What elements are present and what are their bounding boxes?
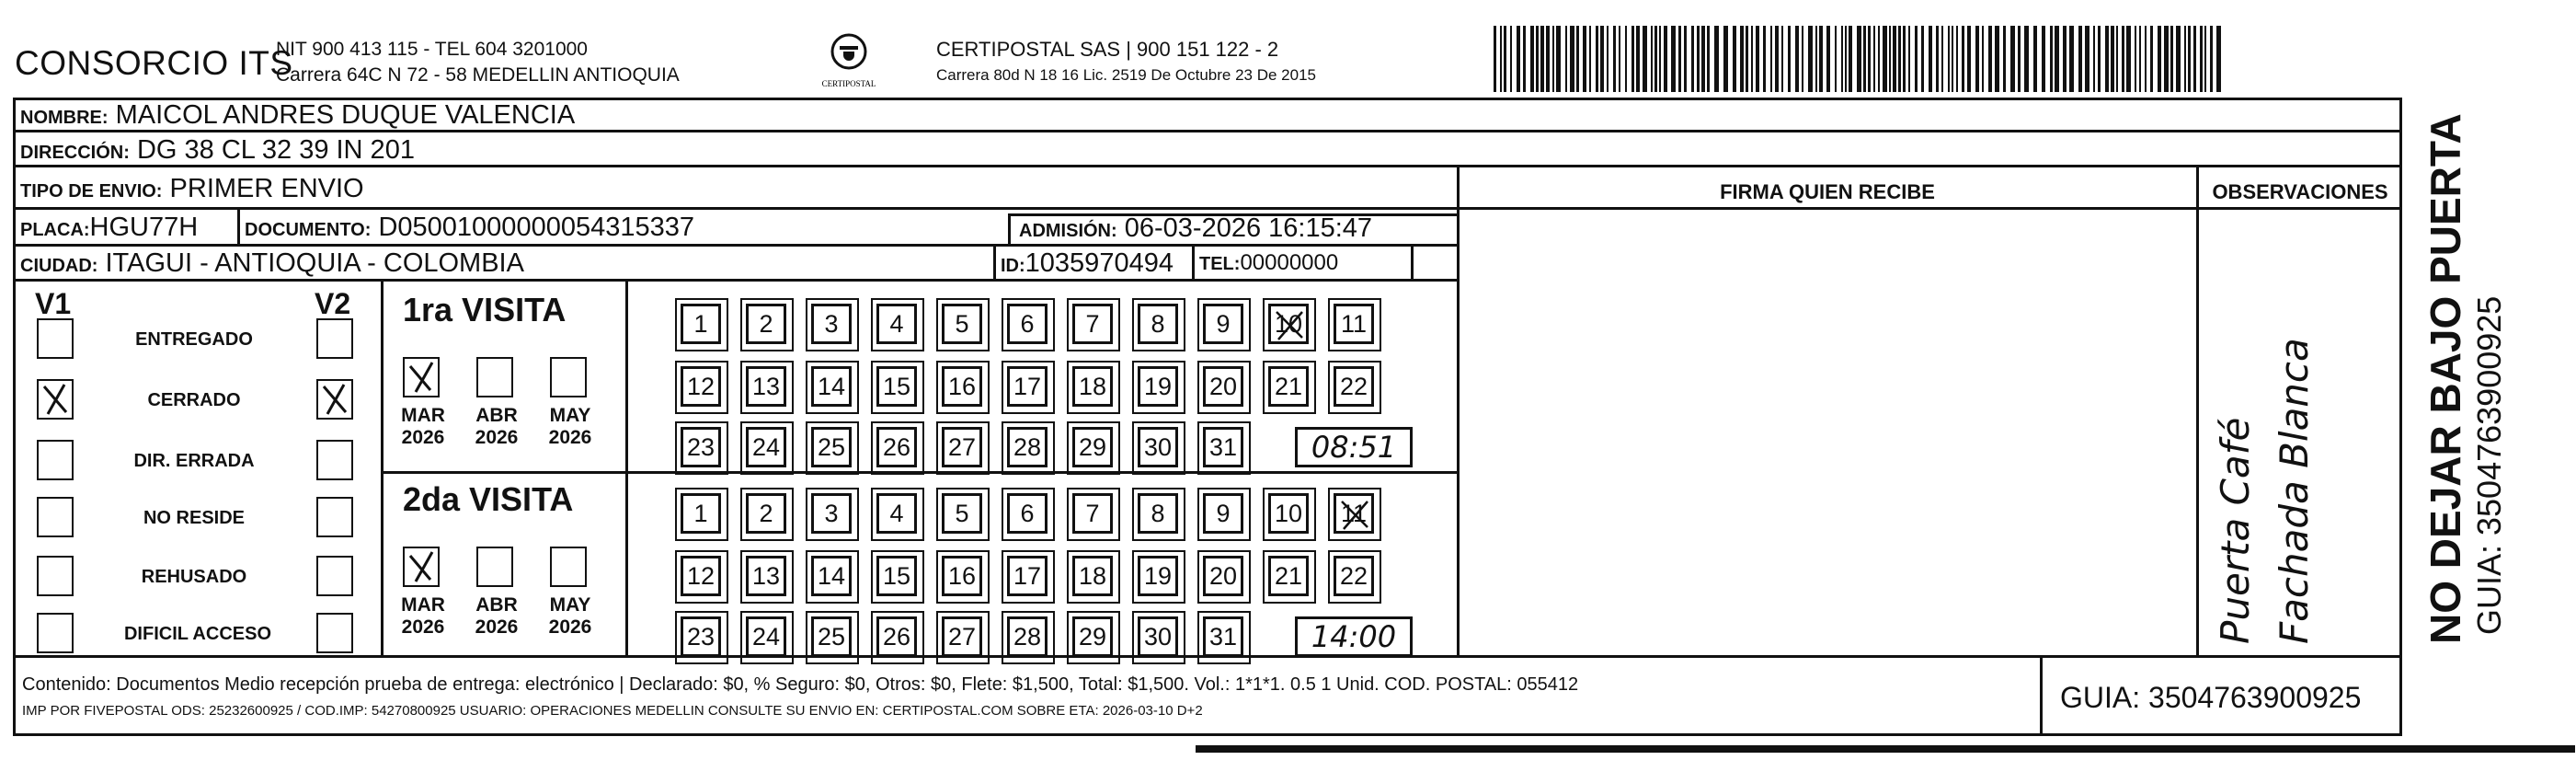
day-box[interactable]: 30 (1138, 427, 1178, 467)
barcode-bar (1540, 26, 1544, 92)
ciudad-label: CIUDAD: (20, 256, 98, 276)
barcode-bar (1664, 26, 1667, 92)
nombre-label: NOMBRE: (20, 108, 109, 128)
direccion-field (20, 135, 415, 166)
month-checkbox[interactable] (550, 357, 587, 397)
bottom-border-stroke (1196, 745, 2575, 753)
barcode-bar (2105, 26, 2109, 92)
barcode-bar (1600, 26, 1604, 92)
day-box[interactable]: 19 (1138, 556, 1178, 596)
barcode-bar (1746, 26, 1748, 92)
day-box[interactable]: 16 (942, 366, 982, 407)
reason-label: ENTREGADO (135, 329, 253, 350)
firma-label: FIRMA QUIEN RECIBE (1720, 180, 1935, 203)
barcode-bar (1707, 26, 1710, 92)
day-box[interactable]: 4 (876, 493, 917, 534)
barcode-bar (1873, 26, 1875, 92)
barcode-bar (1701, 26, 1705, 92)
barcode-bar (1962, 26, 1964, 92)
barcode-bar (2085, 26, 2089, 92)
day-box[interactable]: 4 (876, 304, 917, 344)
footer-guia: GUIA: 3504763900925 (2060, 681, 2362, 714)
barcode-bar (1583, 26, 1586, 92)
v2-checkbox[interactable] (316, 440, 353, 480)
month-year: 2026 (548, 427, 592, 448)
footer-imp: IMP POR FIVEPOSTAL ODS: 25232600925 / COD.IMP: 54270800925 USUARIO: OPERACIONES MEDELLIN CONSULTE SU ENVIO EN: CERTIPOSTAL.COM SOBRE ETA: 2026-03-10 D+2 (22, 703, 1203, 719)
barcode-bar (1684, 26, 1687, 92)
side-guia: GUIA: 3504763900925 (2470, 295, 2508, 635)
admision-field (1019, 213, 1372, 244)
v1-checkbox[interactable] (37, 379, 74, 420)
tel-value: 00000000 (1240, 250, 1339, 275)
day-box[interactable]: 18 (1072, 366, 1113, 407)
ciudad-value: ITAGUI - ANTIOQUIA - COLOMBIA (105, 248, 524, 278)
check-mark-icon (405, 548, 438, 585)
day-mark-icon (1336, 496, 1373, 533)
visit-time[interactable]: 08:51 (1295, 427, 1413, 467)
barcode-bar (1921, 26, 1924, 92)
day-box[interactable]: 1 (681, 304, 721, 344)
barcode-bar (1908, 26, 1910, 92)
barcode-bar (1631, 26, 1634, 92)
check-mark-icon (318, 381, 351, 418)
tipo-field (20, 174, 364, 204)
day-box[interactable]: 9 (1203, 493, 1243, 534)
barcode-graphic (1494, 26, 2222, 92)
day-box[interactable]: 22 (1334, 556, 1374, 596)
barcode-bar (2158, 26, 2161, 92)
barcode-bar (1915, 26, 1918, 92)
observation-line-1: Puerta Café (2213, 417, 2258, 644)
day-box[interactable]: 1 (681, 493, 721, 534)
sender-address: Carrera 64C N 72 - 58 MEDELLIN ANTIOQUIA (276, 64, 680, 86)
barcode-bar (2170, 26, 2173, 92)
check-mark-icon (39, 381, 72, 418)
barcode-bar (1845, 26, 1847, 92)
barcode-bar (1819, 26, 1823, 92)
day-box[interactable]: 28 (1007, 616, 1048, 657)
day-box[interactable]: 25 (811, 427, 852, 467)
visit-title: 1ra VISITA (403, 291, 567, 328)
barcode-bar (1500, 26, 1502, 92)
month-name: ABR (475, 405, 518, 426)
admision-value: 06-03-2026 16:15:47 (1124, 213, 1373, 243)
barcode-bar (2210, 26, 2213, 92)
month-year: 2026 (475, 427, 519, 448)
reason-label: DIFICIL ACCESO (123, 624, 271, 644)
barcode-bar (1697, 26, 1700, 92)
barcode-bar (1530, 26, 1534, 92)
barcode-bar (1510, 26, 1512, 92)
barcode-bar (1691, 26, 1694, 92)
id-box (993, 247, 996, 282)
barcode-bar (2050, 26, 2053, 92)
barcode-bar (1826, 26, 1830, 92)
sender-brand: CONSORCIO ITS (15, 44, 293, 82)
day-box[interactable]: 23 (681, 427, 721, 467)
barcode-bar (1523, 26, 1526, 92)
day-box[interactable]: 21 (1268, 366, 1309, 407)
day-box[interactable]: 17 (1007, 366, 1048, 407)
documento-field (245, 213, 694, 243)
check-mark-icon (405, 359, 438, 396)
barcode-bar (2093, 26, 2095, 92)
barcode-bar (2145, 26, 2147, 92)
barcode-bar (1995, 26, 1999, 92)
barcode-bar (1878, 26, 1880, 92)
barcode-bar (1589, 26, 1591, 92)
barcode-bar (2069, 26, 2074, 92)
v2-checkbox[interactable] (316, 379, 353, 420)
placa-divider (237, 210, 240, 247)
barcode-bar (2216, 26, 2221, 92)
barcode-bar (1863, 26, 1866, 92)
footer-guia-divider (2040, 655, 2043, 736)
sender-nit: NIT 900 413 115 - TEL 604 3201000 (276, 39, 588, 60)
barcode-bar (1841, 26, 1843, 92)
day-box[interactable]: 17 (1007, 556, 1048, 596)
barcode-bar (2033, 26, 2037, 92)
placa-field (20, 213, 198, 243)
day-box[interactable]: 24 (746, 427, 786, 467)
month-checkbox[interactable] (550, 547, 587, 587)
day-box[interactable]: 11 (1334, 304, 1374, 344)
barcode-bar (2150, 26, 2153, 92)
day-box[interactable]: 15 (876, 556, 917, 596)
barcode-bar (1678, 26, 1681, 92)
day-box[interactable]: 12 (681, 366, 721, 407)
day-box[interactable]: 14 (811, 556, 852, 596)
barcode-bar (1763, 26, 1766, 92)
barcode-bar (1988, 26, 1992, 92)
month-name: MAY (549, 594, 591, 616)
month-label (397, 405, 449, 449)
day-box[interactable]: 27 (942, 427, 982, 467)
barcode-bar (2176, 26, 2181, 92)
barcode-bar (1596, 26, 1598, 92)
barcode-bar (1982, 26, 1984, 92)
v1-checkbox[interactable] (37, 613, 74, 653)
day-box[interactable]: 29 (1072, 427, 1113, 467)
barcode-bar (1751, 26, 1753, 92)
day-box[interactable]: 7 (1072, 304, 1113, 344)
barcode-bar (2200, 26, 2203, 92)
barcode-bar (2078, 26, 2082, 92)
barcode-bar (2042, 26, 2045, 92)
barcode-bar (1654, 26, 1657, 92)
id-label: ID: (1001, 256, 1025, 276)
barcode-bar (1517, 26, 1520, 92)
barcode-bar (1570, 26, 1574, 92)
month-name: MAR (401, 405, 445, 426)
barcode-bar (2184, 26, 2186, 92)
day-box[interactable]: 5 (942, 304, 982, 344)
v2-checkbox[interactable] (316, 613, 353, 653)
day-box[interactable]: 15 (876, 366, 917, 407)
barcode-bar (1898, 26, 1901, 92)
v1-label: V1 (35, 287, 72, 320)
day-box[interactable]: 16 (942, 556, 982, 596)
barcode-bar (1808, 26, 1813, 92)
placa-value: HGU77H (89, 213, 199, 242)
day-box[interactable]: 30 (1138, 616, 1178, 657)
day-box[interactable]: 26 (876, 427, 917, 467)
carrier-info (936, 37, 1316, 88)
day-box[interactable]: 21 (1268, 556, 1309, 596)
day-box[interactable]: 7 (1072, 493, 1113, 534)
carrier-name: CERTIPOSTAL SAS | 900 151 122 - 2 (936, 38, 1279, 61)
barcode-bar (1671, 26, 1676, 92)
day-box[interactable]: 13 (746, 556, 786, 596)
month-label (544, 405, 596, 449)
barcode-bar (2055, 26, 2059, 92)
visit-title: 2da VISITA (403, 480, 574, 518)
observaciones-label: OBSERVACIONES (2212, 180, 2388, 203)
barcode-bar (2063, 26, 2067, 92)
barcode-bar (1536, 26, 1539, 92)
day-box[interactable]: 11 (1334, 493, 1374, 534)
logo-caption: CERTIPOSTAL (821, 79, 876, 88)
day-box[interactable]: 12 (681, 556, 721, 596)
barcode-bar (1802, 26, 1803, 92)
documento-value: D05001000000054315337 (378, 213, 694, 242)
barcode-bar (2111, 26, 2114, 92)
barcode (1494, 26, 2222, 92)
tel-field (1199, 250, 1338, 276)
barcode-bar (1929, 26, 1932, 92)
month-label (544, 594, 596, 639)
tel-box (1192, 247, 1195, 282)
barcode-bar (1868, 26, 1871, 92)
barcode-bar (1659, 26, 1661, 92)
barcode-bar (1967, 26, 1971, 92)
barcode-bar (1893, 26, 1896, 92)
footer-contenido: Contenido: Documentos Medio recepción prueba de entrega: electrónico | Declarado: $0, % Seguro: $0, Otros: $0, Flete: $1,500, Total: $1,500. Vol.: 1*1*1. 0.5 1 Unid. COD. POSTAL: 055412 (22, 674, 1579, 695)
day-box[interactable]: 26 (876, 616, 917, 657)
barcode-bar (1756, 26, 1759, 92)
day-box[interactable]: 10 (1268, 493, 1309, 534)
v1-checkbox[interactable] (37, 556, 74, 596)
barcode-bar (2188, 26, 2191, 92)
barcode-bar (1552, 26, 1554, 92)
day-box[interactable]: 20 (1203, 556, 1243, 596)
day-box[interactable]: 22 (1334, 366, 1374, 407)
day-box[interactable]: 25 (811, 616, 852, 657)
barcode-bar (1952, 26, 1953, 92)
carrier-logo-icon (815, 31, 883, 94)
v1-checkbox[interactable] (37, 318, 74, 359)
barcode-bar (1625, 26, 1627, 92)
day-box[interactable]: 8 (1138, 304, 1178, 344)
observation-line-2: Fachada Blanca (2272, 338, 2317, 644)
month-label (471, 405, 522, 449)
day-box[interactable]: 23 (681, 616, 721, 657)
reason-label: REHUSADO (141, 567, 247, 587)
day-box[interactable]: 2 (746, 493, 786, 534)
divider-reasons (381, 282, 384, 655)
day-box[interactable]: 27 (942, 616, 982, 657)
barcode-bar (1857, 26, 1861, 92)
barcode-bar (1651, 26, 1653, 92)
day-mark-icon (1271, 306, 1308, 343)
month-name: ABR (475, 594, 518, 616)
day-box[interactable]: 3 (811, 304, 852, 344)
barcode-bar (2024, 26, 2029, 92)
tel-label: TEL: (1199, 254, 1241, 274)
barcode-bar (1936, 26, 1939, 92)
day-box[interactable]: 3 (811, 493, 852, 534)
barcode-bar (1619, 26, 1620, 92)
barcode-bar (2139, 26, 2141, 92)
divider-observaciones (2196, 167, 2199, 655)
day-box[interactable]: 18 (1072, 556, 1113, 596)
barcode-bar (1546, 26, 1550, 92)
v2-checkbox[interactable] (316, 497, 353, 537)
ciudad-field (20, 248, 524, 279)
barcode-bar (1556, 26, 1561, 92)
barcode-bar (1636, 26, 1640, 92)
divider-months (625, 282, 628, 655)
admision-label: ADMISIÓN: (1019, 221, 1117, 241)
v2-label: V2 (315, 287, 351, 320)
visit-time[interactable]: 14:00 (1295, 616, 1413, 657)
day-box[interactable]: 6 (1007, 304, 1048, 344)
day-box[interactable]: 13 (746, 366, 786, 407)
barcode-bar (1815, 26, 1817, 92)
day-box[interactable]: 20 (1203, 366, 1243, 407)
barcode-bar (1740, 26, 1744, 92)
v1-checkbox[interactable] (37, 497, 74, 537)
placa-label: PLACA: (20, 220, 90, 240)
month-checkbox[interactable] (403, 547, 440, 587)
day-box[interactable]: 2 (746, 304, 786, 344)
tel-box-right (1411, 247, 1414, 282)
barcode-bar (1565, 26, 1567, 92)
barcode-bar (1733, 26, 1736, 92)
month-year: 2026 (401, 427, 445, 448)
barcode-bar (1975, 26, 1979, 92)
barcode-bar (2010, 26, 2015, 92)
barcode-bar (1613, 26, 1616, 92)
month-checkbox[interactable] (476, 547, 513, 587)
footer-divider (13, 655, 2402, 658)
side-warning: NO DEJAR BAJO PUERTA (2421, 113, 2469, 644)
barcode-bar (1835, 26, 1837, 92)
v2-checkbox[interactable] (316, 318, 353, 359)
day-box[interactable]: 8 (1138, 493, 1178, 534)
reason-label: DIR. ERRADA (133, 451, 255, 471)
carrier-address: Carrera 80d N 18 16 Lic. 2519 De Octubre 23 De 2015 (936, 66, 1316, 84)
barcode-bar (1770, 26, 1772, 92)
barcode-bar (1795, 26, 1799, 92)
barcode-bar (2135, 26, 2136, 92)
barcode-bar (2204, 26, 2206, 92)
tipo-value: PRIMER ENVIO (169, 174, 364, 203)
barcode-bar (1948, 26, 1950, 92)
day-box[interactable]: 24 (746, 616, 786, 657)
barcode-bar (1788, 26, 1791, 92)
barcode-bar (2018, 26, 2021, 92)
v1-checkbox[interactable] (37, 440, 74, 480)
day-box[interactable]: 10 (1268, 304, 1309, 344)
barcode-bar (1903, 26, 1906, 92)
barcode-bar (1643, 26, 1647, 92)
sender-info (276, 37, 680, 88)
month-name: MAR (401, 594, 445, 616)
barcode-bar (1889, 26, 1891, 92)
barcode-bar (1883, 26, 1887, 92)
nombre-value: MAICOL ANDRES DUQUE VALENCIA (115, 100, 576, 130)
barcode-bar (2116, 26, 2118, 92)
barcode-bar (1775, 26, 1779, 92)
barcode-bar (1849, 26, 1852, 92)
direccion-value: DG 38 CL 32 39 IN 201 (136, 135, 415, 165)
id-value: 1035970494 (1025, 248, 1174, 278)
barcode-bar (2193, 26, 2196, 92)
barcode-bar (2126, 26, 2131, 92)
tipo-label: TIPO DE ENVIO: (20, 181, 163, 202)
day-box[interactable]: 9 (1203, 304, 1243, 344)
v2-checkbox[interactable] (316, 556, 353, 596)
day-box[interactable]: 28 (1007, 427, 1048, 467)
nombre-field (20, 100, 575, 131)
month-year: 2026 (401, 616, 445, 638)
barcode-bar (2098, 26, 2101, 92)
month-label (471, 594, 522, 639)
barcode-bar (2164, 26, 2169, 92)
month-checkbox[interactable] (476, 357, 513, 397)
day-box[interactable]: 5 (942, 493, 982, 534)
barcode-bar (1494, 26, 1496, 92)
month-name: MAY (549, 405, 591, 426)
barcode-bar (2003, 26, 2006, 92)
barcode-bar (1956, 26, 1958, 92)
barcode-bar (1781, 26, 1783, 92)
day-box[interactable]: 31 (1203, 427, 1243, 467)
direccion-label: DIRECCIÓN: (20, 143, 130, 163)
reason-label: CERRADO (147, 390, 241, 410)
day-box[interactable]: 14 (811, 366, 852, 407)
barcode-bar (1504, 26, 1506, 92)
day-box[interactable]: 29 (1072, 616, 1113, 657)
documento-label: DOCUMENTO: (245, 220, 372, 240)
month-checkbox[interactable] (403, 357, 440, 397)
id-field (1001, 248, 1174, 279)
day-box[interactable]: 31 (1203, 616, 1243, 657)
barcode-bar (1607, 26, 1609, 92)
carrier-logo (815, 31, 883, 94)
month-label (397, 594, 449, 639)
barcode-bar (1941, 26, 1943, 92)
day-box[interactable]: 6 (1007, 493, 1048, 534)
barcode-bar (1714, 26, 1719, 92)
day-box[interactable]: 19 (1138, 366, 1178, 407)
month-year: 2026 (475, 616, 519, 638)
barcode-bar (1576, 26, 1579, 92)
barcode-bar (2122, 26, 2124, 92)
reason-label: NO RESIDE (143, 508, 246, 528)
month-year: 2026 (548, 616, 592, 638)
barcode-bar (1723, 26, 1728, 92)
